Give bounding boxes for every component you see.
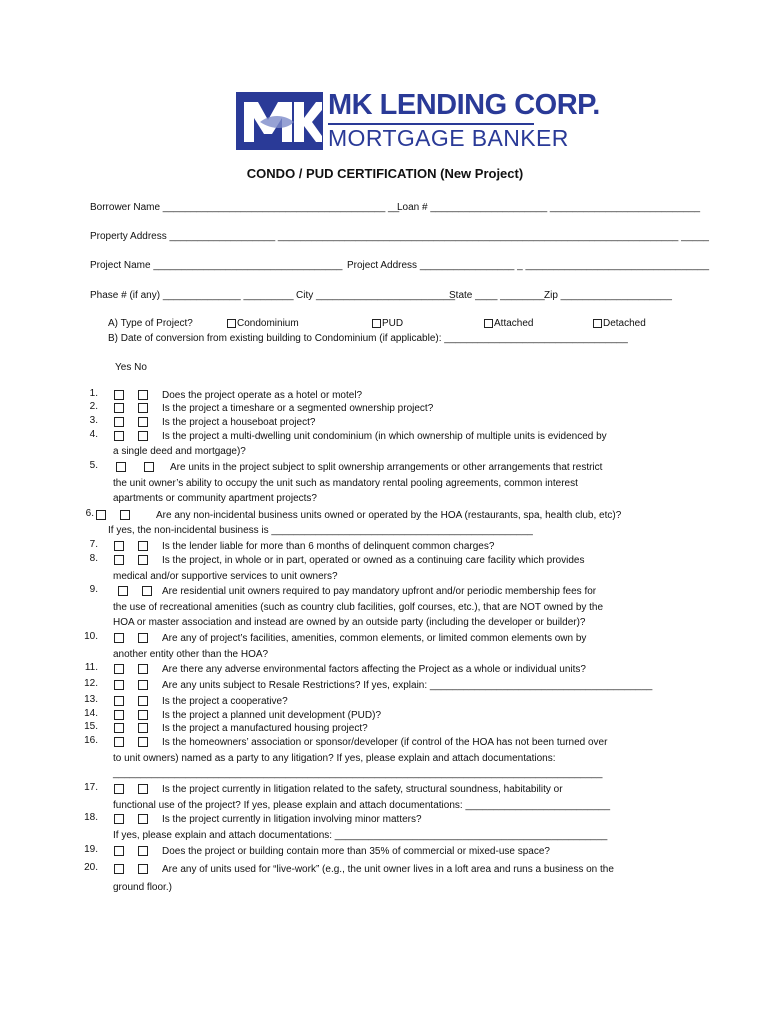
project-name-field[interactable]: Project Name __________________________________ xyxy=(90,260,343,271)
state-field[interactable]: State ____ ________ xyxy=(449,290,545,301)
no-checkbox[interactable] xyxy=(120,510,130,520)
no-checkbox[interactable] xyxy=(138,784,148,794)
question-number: 12. xyxy=(84,678,98,689)
loan-number-field[interactable]: Loan # _____________________ ___________________________ xyxy=(397,202,701,213)
no-checkbox[interactable] xyxy=(138,710,148,720)
yes-checkbox[interactable] xyxy=(114,784,124,794)
question-text-continued[interactable]: functional use of the project? If yes, please explain and attach documentations: __________________________ xyxy=(113,799,611,811)
question-text-continued[interactable]: If yes, the non-incidental business is _______________________________________________ xyxy=(108,525,533,536)
question-number: 2. xyxy=(89,401,98,412)
question-text: Is the lender liable for more than 6 months of delinquent common charges? xyxy=(162,541,495,552)
question-text-continued[interactable]: If yes, please explain and attach documentations: _________________________________________________ xyxy=(113,829,608,841)
question-number: 10. xyxy=(84,631,98,642)
question-number: 4. xyxy=(89,429,98,440)
question-text: Does the project operate as a hotel or motel? xyxy=(162,390,363,401)
company-logo xyxy=(236,89,600,151)
question-number: 6. xyxy=(85,508,94,519)
yes-checkbox[interactable] xyxy=(114,633,124,643)
question-number: 20. xyxy=(84,862,98,873)
phase-field[interactable]: Phase # (if any) ______________ _________ xyxy=(90,290,294,301)
yes-checkbox[interactable] xyxy=(114,723,124,733)
question-text-continued: medical and/or supportive services to unit owners? xyxy=(113,570,338,582)
page-title: CONDO / PUD CERTIFICATION (New Project) xyxy=(246,166,524,181)
question-text-continued: a single deed and mortgage)? xyxy=(113,446,246,457)
question-text: Is the project a manufactured housing project? xyxy=(162,723,368,734)
checkbox-icon[interactable] xyxy=(593,319,602,328)
question-number: 18. xyxy=(84,812,98,823)
question-number: 16. xyxy=(84,735,98,746)
yes-checkbox[interactable] xyxy=(114,390,124,400)
yes-checkbox[interactable] xyxy=(114,696,124,706)
yes-checkbox[interactable] xyxy=(114,555,124,565)
no-checkbox[interactable] xyxy=(144,462,154,472)
question-number: 8. xyxy=(89,553,98,564)
question-text: Are there any adverse environmental factors affecting the Project as a whole or individual units? xyxy=(162,664,586,675)
yes-checkbox[interactable] xyxy=(118,586,128,596)
question-text: Is the project, in whole or in part, operated or owned as a continuing care facility which provides xyxy=(162,555,585,566)
yes-checkbox[interactable] xyxy=(96,510,106,520)
question-text-continued: apartments or community apartment projects? xyxy=(113,493,317,504)
yes-checkbox[interactable] xyxy=(114,431,124,441)
zip-field[interactable]: Zip ____________________ xyxy=(544,290,672,301)
question-text: Is the project a timeshare or a segmented ownership project? xyxy=(162,403,434,414)
question-text-continued: ground floor.) xyxy=(113,882,172,893)
no-checkbox[interactable] xyxy=(138,737,148,747)
option-attached[interactable]: Attached xyxy=(484,318,533,330)
conversion-date-field[interactable]: B) Date of conversion from existing building to Condominium (if applicable): _________________________________ xyxy=(108,333,628,344)
question-text-continued: another entity other than the HOA? xyxy=(113,648,269,660)
no-checkbox[interactable] xyxy=(138,846,148,856)
question-number: 9. xyxy=(89,584,98,595)
no-checkbox[interactable] xyxy=(138,723,148,733)
checkbox-icon[interactable] xyxy=(227,319,236,328)
yes-no-header: Yes No xyxy=(115,362,147,373)
question-number: 17. xyxy=(84,782,98,793)
company-subtitle: MORTGAGE BANKER xyxy=(328,125,569,151)
option-detached[interactable]: Detached xyxy=(593,318,646,330)
option-pud[interactable]: PUD xyxy=(372,318,403,330)
company-name: MK LENDING CORP. xyxy=(328,89,600,121)
question-number: 11. xyxy=(84,662,98,673)
question-text: Is the project a cooperative? xyxy=(162,696,288,707)
question-number: 3. xyxy=(89,415,98,426)
project-address-field[interactable]: Project Address _________________ _ _________________________________ xyxy=(347,260,710,271)
question-text: Is the homeowners’ association or sponsor/developer (if control of the HOA has not been turned over xyxy=(162,737,608,748)
question-number: 19. xyxy=(84,844,98,855)
question-text: Is the project currently in litigation involving minor matters? xyxy=(162,814,422,825)
question-number: 7. xyxy=(89,539,98,550)
property-address-field[interactable]: Property Address ___________________ ________________________________________________________________________ _____ xyxy=(90,231,709,242)
question-text: Are any non-incidental business units owned or operated by the HOA (restaurants, spa, health club, etc)? xyxy=(156,510,622,521)
yes-checkbox[interactable] xyxy=(114,680,124,690)
option-condominium[interactable]: Condominium xyxy=(227,318,299,330)
no-checkbox[interactable] xyxy=(138,417,148,427)
question-text: Is the project a planned unit development (PUD)? xyxy=(162,710,382,721)
question-text: Is the project a houseboat project? xyxy=(162,417,316,428)
question-number: 5. xyxy=(89,460,98,471)
question-number: 14. xyxy=(84,708,98,719)
question-text-continued[interactable]: ________________________________________________________________________________________ xyxy=(113,768,603,779)
yes-checkbox[interactable] xyxy=(114,541,124,551)
question-number: 1. xyxy=(89,388,98,399)
logo-mark xyxy=(236,92,323,150)
no-checkbox[interactable] xyxy=(138,431,148,441)
yes-checkbox[interactable] xyxy=(114,710,124,720)
yes-checkbox[interactable] xyxy=(114,664,124,674)
no-checkbox[interactable] xyxy=(138,864,148,874)
question-text-continued: HOA or master association and instead are owned by an outside party (including the developer or builder)? xyxy=(113,617,586,628)
question-text-continued: the use of recreational amenities (such as country club facilities, golf courses, etc.), that are NOT owned by the xyxy=(113,601,604,613)
no-checkbox[interactable] xyxy=(138,541,148,551)
question-text: Are any units subject to Resale Restrictions? If yes, explain: ________________________________________ xyxy=(162,680,653,691)
type-of-project-label: A) Type of Project? xyxy=(108,318,193,329)
no-checkbox[interactable] xyxy=(138,814,148,824)
no-checkbox[interactable] xyxy=(138,403,148,413)
question-text: Are residential unit owners required to pay mandatory upfront and/or periodic membership fees for xyxy=(162,586,597,597)
yes-checkbox[interactable] xyxy=(114,403,124,413)
yes-checkbox[interactable] xyxy=(116,462,126,472)
checkbox-icon[interactable] xyxy=(372,319,381,328)
city-field[interactable]: City _________________________ xyxy=(296,290,456,301)
no-checkbox[interactable] xyxy=(138,680,148,690)
question-text: Does the project or building contain more than 35% of commercial or mixed-use space? xyxy=(162,846,550,857)
question-text: Are units in the project subject to split ownership arrangements or other arrangements that restrict xyxy=(170,462,603,473)
borrower-name-field[interactable]: Borrower Name ________________________________________ __ xyxy=(90,202,400,213)
question-text: Is the project a multi-dwelling unit condominium (in which ownership of multiple units is evidenced by xyxy=(162,431,607,442)
yes-checkbox[interactable] xyxy=(114,846,124,856)
question-text: Are any of units used for “live-work” (e.g., the unit owner lives in a loft area and runs a business on the xyxy=(162,864,614,875)
question-text-continued: to unit owners) named as a party to any litigation? If yes, please explain and attach documentations: xyxy=(113,752,556,764)
no-checkbox[interactable] xyxy=(138,390,148,400)
no-checkbox[interactable] xyxy=(138,633,148,643)
yes-checkbox[interactable] xyxy=(114,737,124,747)
question-number: 13. xyxy=(84,694,98,705)
no-checkbox[interactable] xyxy=(138,696,148,706)
yes-checkbox[interactable] xyxy=(114,814,124,824)
yes-checkbox[interactable] xyxy=(114,417,124,427)
yes-checkbox[interactable] xyxy=(114,864,124,874)
question-text: Is the project currently in litigation related to the safety, structural soundness, habitability or xyxy=(162,784,563,795)
no-checkbox[interactable] xyxy=(138,664,148,674)
no-checkbox[interactable] xyxy=(138,555,148,565)
no-checkbox[interactable] xyxy=(142,586,152,596)
question-text: Are any of project’s facilities, amenities, common elements, or limited common elements own by xyxy=(162,633,587,644)
question-number: 15. xyxy=(84,721,98,732)
question-text-continued: the unit owner’s ability to occupy the unit such as mandatory rental pooling agreements, common interest xyxy=(113,477,578,489)
checkbox-icon[interactable] xyxy=(484,319,493,328)
